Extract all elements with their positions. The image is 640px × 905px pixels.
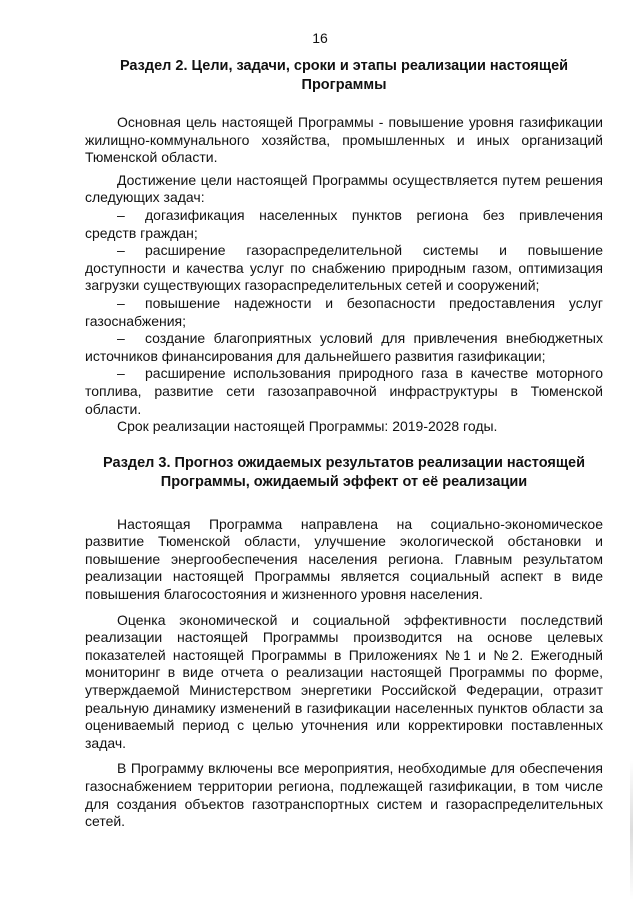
task-list-item	[85, 242, 603, 295]
page-number: 16	[312, 30, 328, 46]
dash-bullet: –	[117, 294, 125, 311]
section-2-heading: Раздел 2. Цели, задачи, сроки и этапы реализации настоящей Программы	[119, 58, 569, 93]
section-2-paragraph-goal: Основная цель настоящей Программы - повышение уровня газификации жилищно-коммунального хозяйства, промышленных и иных организаций Тюменской области.	[85, 114, 603, 166]
task-text: расширение использования природного газа в качестве моторного топлива, развитие сети газозаправочной инфраструктуры в Тюменской области.	[85, 365, 603, 417]
task-list	[85, 207, 603, 418]
section-3-paragraph-1: Настоящая Программа направлена на социально-экономическое развитие Тюменской области, улучшение экологической обстановки и повышение энергообеспечения населения региона. Главным результатом реализации настоящей Программы является социальный аспект в виде повышения благосостояния и жизненного уровня населения.	[85, 515, 603, 603]
section-2-paragraph-tasks-intro: Достижение цели настоящей Программы осуществляется путем решения следующих задач:	[85, 171, 603, 206]
section-3-heading	[85, 454, 603, 492]
section-3-paragraph-2: Оценка экономической и социальной эффективности последствий реализации настоящей Программы производится на основе целевых показателей настоящей Программы в Приложениях №1 и №2. Ежегодный мониторинг в виде отчета о реализации настоящей Программы по форме, утверждаемой Министерством энергетики Российской Федерации, отразит реальную динамику изменений в газификации населенных пунктов области за оцениваемый период с целью уточнения или корректировки поставленных задач.	[85, 611, 603, 751]
section-2-term: Срок реализации настоящей Программы: 2019-2028 годы.	[117, 418, 498, 435]
dash-bullet: –	[117, 242, 125, 259]
document-body	[85, 57, 603, 831]
task-list-item	[85, 207, 603, 242]
task-text: создание благоприятных условий для привлечения внебюджетных источников финансирования для дальнейшего развития газификации;	[85, 330, 603, 364]
scan-edge-mark	[630, 760, 633, 900]
dash-bullet: –	[117, 206, 125, 223]
task-text: расширение газораспределительной системы и повышение доступности и качества услуг по снабжению природным газом, оптимизация загрузки существующих газораспределительных сетей и сооружений;	[85, 242, 603, 294]
task-list-item	[85, 330, 603, 365]
section-3-heading-line-1: Раздел 3. Прогноз ожидаемых результатов реализации настоящей	[102, 454, 586, 471]
dash-bullet: –	[117, 365, 125, 382]
task-text: догазификация населенных пунктов региона без привлечения средств граждан;	[85, 206, 603, 241]
section-3-paragraph-3: В Программу включены все мероприятия, необходимые для обеспечения газоснабжением территории региона, подлежащей газификации, в том числе для создания объектов газотранспортных систем и газораспределительных сетей.	[85, 760, 603, 830]
task-text: повышение надежности и безопасности предоставления услуг газоснабжения;	[85, 294, 603, 329]
dash-bullet: –	[117, 330, 125, 347]
task-list-item	[85, 365, 603, 418]
section-3-heading-line-2: Программы, ожидаемый эффект от её реализации	[160, 473, 528, 490]
task-list-item	[85, 295, 603, 330]
